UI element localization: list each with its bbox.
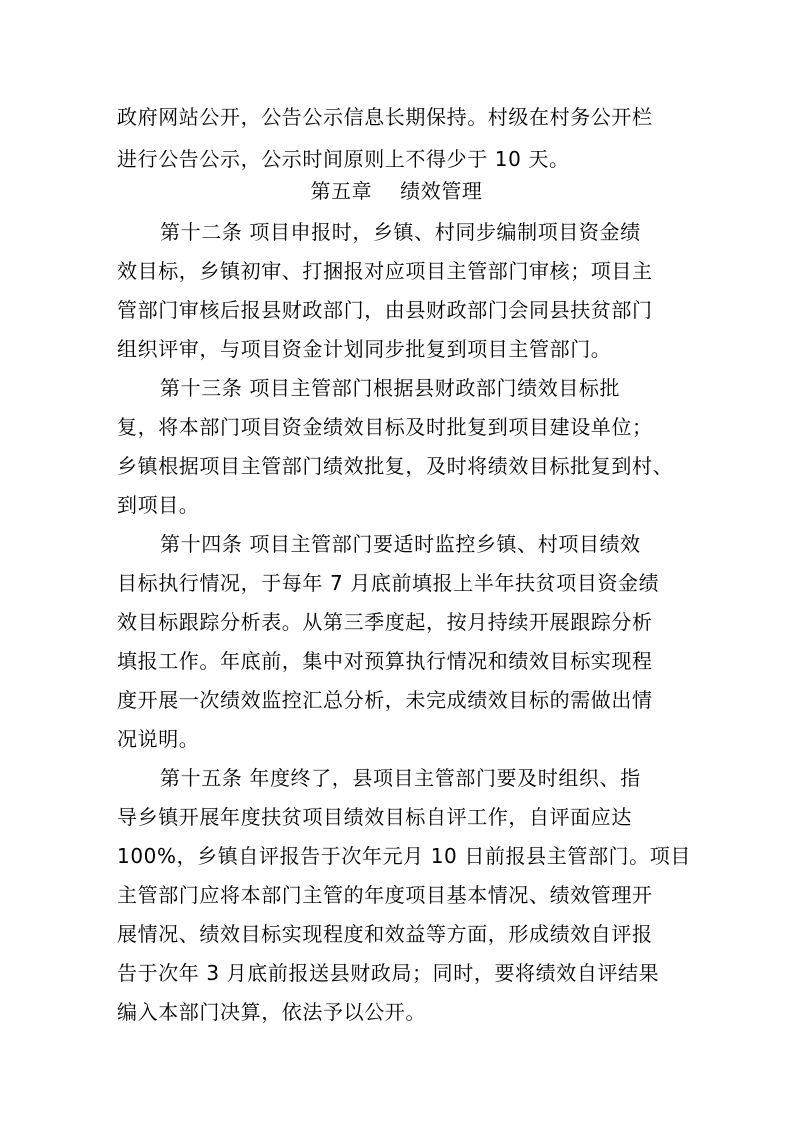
article-14-line-6: 况说明。 bbox=[117, 727, 200, 751]
article-15-line-7: 编入本部门决算，依法予以公开。 bbox=[117, 1000, 426, 1024]
article-14-line-1: 第十四条 项目主管部门要适时监控乡镇、村项目绩效 bbox=[160, 532, 641, 556]
article-14-line-2: 目标执行情况，于每年 7 月底前填报上半年扶贫项目资金绩 bbox=[117, 571, 660, 595]
article-15-line-4: 主管部门应将本部门主管的年度项目基本情况、绩效管理开 bbox=[117, 883, 653, 907]
article-14-line-5: 度开展一次绩效监控汇总分析，未完成绩效目标的需做出情 bbox=[117, 688, 653, 712]
article-15-line-6: 告于次年 3 月底前报送县财政局；同时，要将绩效自评结果 bbox=[117, 961, 660, 985]
article-13-line-1: 第十三条 项目主管部门根据县财政部门绩效目标批 bbox=[160, 376, 621, 400]
article-12-line-4: 组织评审，与项目资金计划同步批复到项目主管部门。 bbox=[117, 337, 612, 361]
article-13-line-3: 乡镇根据项目主管部门绩效批复，及时将绩效目标批复到村、 bbox=[117, 454, 674, 478]
article-12-line-3: 管部门审核后报县财政部门，由县财政部门会同县扶贫部门 bbox=[117, 298, 653, 322]
article-15-line-5: 展情况、绩效目标实现程度和效益等方面，形成绩效自评报 bbox=[117, 922, 653, 946]
article-14-line-4: 填报工作。年底前，集中对预算执行情况和绩效目标实现程 bbox=[117, 649, 653, 673]
article-15-line-2: 导乡镇开展年度扶贫项目绩效目标自评工作，自评面应达 bbox=[117, 805, 632, 829]
article-14-line-3: 效目标跟踪分析表。从第三季度起，按月持续开展跟踪分析 bbox=[117, 610, 653, 634]
chapter-heading: 第五章 绩效管理 bbox=[310, 179, 483, 203]
article-13-line-2: 复，将本部门项目资金绩效目标及时批复到项目建设单位； bbox=[117, 415, 653, 439]
text-line-2: 进行公告公示，公示时间原则上不得少于 10 天。 bbox=[117, 147, 570, 171]
article-13-line-4: 到项目。 bbox=[117, 493, 200, 517]
article-15-line-1: 第十五条 年度终了，县项目主管部门要及时组织、指 bbox=[160, 766, 641, 790]
article-12-line-1: 第十二条 项目申报时，乡镇、村同步编制项目资金绩 bbox=[160, 220, 641, 244]
article-12-line-2: 效目标，乡镇初审、打捆报对应项目主管部门审核；项目主 bbox=[117, 259, 653, 283]
text-line-1: 政府网站公开，公告公示信息长期保持。村级在村务公开栏 bbox=[117, 105, 653, 129]
article-15-line-3: 100%，乡镇自评报告于次年元月 10 日前报县主管部门。项目 bbox=[117, 844, 691, 868]
